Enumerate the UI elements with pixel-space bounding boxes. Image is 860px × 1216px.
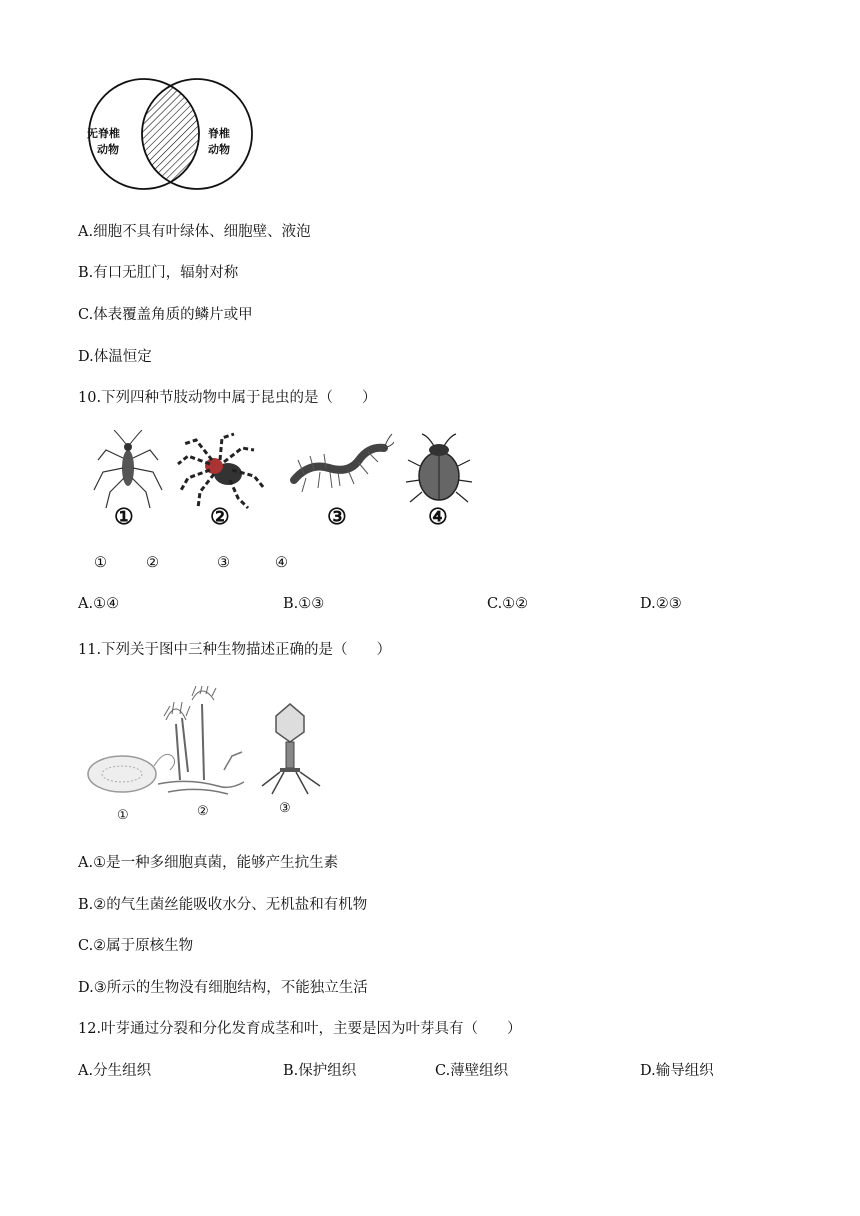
q11-option-a: A.①是一种多细胞真菌，能够产生抗生素 <box>78 855 339 871</box>
beetle-4-illustration <box>404 430 474 510</box>
q9-option-b: B.有口无肛门，辐射对称 <box>78 265 239 281</box>
q11-stem: 11.下列关于图中三种生物描述正确的是（ ） <box>78 642 392 658</box>
q11-option-d: D.③所示的生物没有细胞结构，不能独立生活 <box>78 980 368 996</box>
q10-stem: 10.下列四种节肢动物中属于昆虫的是（ ） <box>78 390 377 406</box>
q11-option-b: B.②的气生菌丝能吸收水分、无机盐和有机物 <box>78 897 368 913</box>
q11-image-label-1: ① <box>117 808 129 823</box>
q10-caption-2: ② <box>146 555 159 571</box>
bacteriophage-3-illustration <box>256 700 326 796</box>
insect-1-illustration <box>88 430 168 510</box>
q10-caption-4: ④ <box>275 555 288 571</box>
venn-right-label-1: 脊椎 <box>208 127 230 140</box>
q10-image-label-1: ① <box>114 504 134 530</box>
q9-option-c: C.体表覆盖角质的鳞片或甲 <box>78 307 253 323</box>
q10-caption-1: ① <box>94 555 107 571</box>
penicillium-2-illustration <box>158 686 248 802</box>
centipede-3-illustration <box>284 430 394 510</box>
q10-image-label-3: ③ <box>327 504 347 530</box>
venn-left-label-2: 动物 <box>97 143 119 156</box>
q10-option-d: D.②③ <box>640 596 682 612</box>
q10-image-label-4: ④ <box>428 504 448 530</box>
spider-2-illustration <box>176 430 266 510</box>
q10-option-a: A.①④ <box>78 596 120 612</box>
q10-image-label-2: ② <box>210 504 230 530</box>
q11-image-label-3: ③ <box>279 801 291 816</box>
q10-option-b: B.①③ <box>283 596 325 612</box>
q11-option-c: C.②属于原核生物 <box>78 938 194 954</box>
venn-right-label-2: 动物 <box>208 143 230 156</box>
q12-option-c: C.薄壁组织 <box>435 1063 509 1079</box>
q9-option-d: D.体温恒定 <box>78 349 152 365</box>
q10-option-c: C.①② <box>487 596 529 612</box>
q12-stem: 12.叶芽通过分裂和分化发育成茎和叶，主要是因为叶芽具有（ ） <box>78 1021 522 1037</box>
q10-caption-3: ③ <box>217 555 230 571</box>
q11-image-label-2: ② <box>197 804 209 819</box>
q12-option-a: A.分生组织 <box>78 1063 152 1079</box>
q12-option-b: B.保护组织 <box>283 1063 357 1079</box>
q12-option-d: D.输导组织 <box>640 1063 714 1079</box>
q9-option-a: A.细胞不具有叶绿体、细胞壁、液泡 <box>78 224 311 240</box>
venn-left-label-1: 无脊椎 <box>87 127 120 140</box>
